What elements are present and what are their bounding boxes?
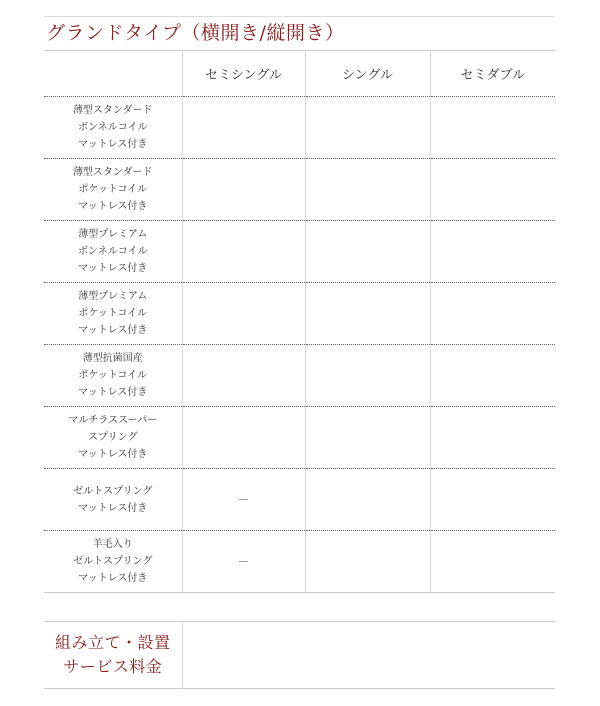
page-title: グランドタイプ（横開き/縦開き） <box>46 22 345 44</box>
setup-row <box>44 622 555 689</box>
row-label: 薄型スタンダード ボンネルコイル マットレス付き <box>44 97 182 159</box>
header-semi-single: セミシングル <box>182 51 305 97</box>
price-cell <box>430 345 555 407</box>
header-cell-blank <box>44 51 182 97</box>
table-row <box>44 159 555 221</box>
price-cell <box>305 97 430 159</box>
row-label: マルチラススーパー スプリング マットレス付き <box>44 407 182 469</box>
price-cell <box>182 97 305 159</box>
table-row <box>44 531 555 593</box>
table-row <box>44 221 555 283</box>
header-single: シングル <box>305 51 430 97</box>
price-cell <box>430 469 555 531</box>
row-label: 薄型スタンダード ポケットコイル マットレス付き <box>44 159 182 221</box>
price-cell <box>305 159 430 221</box>
price-cell <box>182 159 305 221</box>
unavailable-dash: － <box>182 469 305 531</box>
price-cell <box>182 345 305 407</box>
table-row <box>44 345 555 407</box>
price-cell <box>305 345 430 407</box>
setup-service-table <box>44 621 555 689</box>
price-cell <box>430 97 555 159</box>
price-cell <box>430 531 555 593</box>
title-top-rule <box>44 16 555 17</box>
row-label: 羊毛入り ゼルトスプリング マットレス付き <box>44 531 182 593</box>
price-cell <box>305 407 430 469</box>
price-cell <box>305 469 430 531</box>
table-row <box>44 97 555 159</box>
row-label: 薄型抗菌国産 ポケットコイル マットレス付き <box>44 345 182 407</box>
price-cell <box>305 221 430 283</box>
price-cell <box>305 283 430 345</box>
price-cell <box>430 283 555 345</box>
unavailable-dash: － <box>182 531 305 593</box>
table-row <box>44 283 555 345</box>
row-label: 薄型プレミアム ボンネルコイル マットレス付き <box>44 221 182 283</box>
price-table <box>44 50 555 593</box>
table-row <box>44 469 555 531</box>
price-cell <box>305 531 430 593</box>
setup-service-label: 組み立て・設置 サービス料金 <box>54 633 171 676</box>
row-label: ゼルトスプリング マットレス付き <box>44 469 182 531</box>
price-cell <box>430 221 555 283</box>
price-cell <box>430 159 555 221</box>
price-cell <box>430 407 555 469</box>
row-label: 薄型プレミアム ポケットコイル マットレス付き <box>44 283 182 345</box>
price-cell <box>182 283 305 345</box>
header-row <box>44 51 555 97</box>
setup-service-value <box>182 622 555 689</box>
price-cell <box>182 407 305 469</box>
header-semi-double: セミダブル <box>430 51 555 97</box>
price-cell <box>182 221 305 283</box>
table-row <box>44 407 555 469</box>
